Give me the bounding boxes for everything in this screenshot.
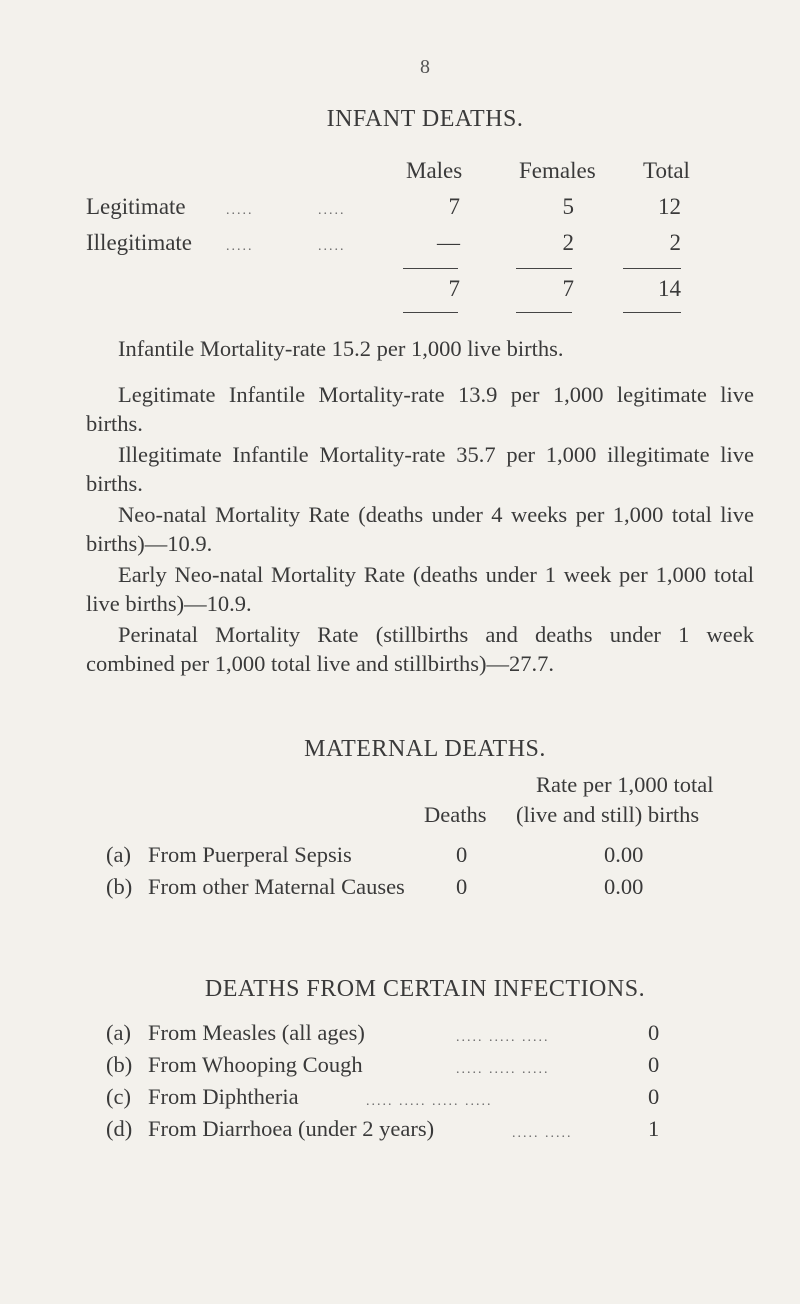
leader-dots: .....	[226, 239, 254, 254]
infection-row-letter: (b)	[106, 1052, 133, 1077]
maternal-row-letter: (b)	[106, 874, 133, 899]
row-label-illegitimate: Illegitimate	[86, 230, 193, 255]
maternal-row-label: From other Maternal Causes	[148, 874, 405, 899]
rate-header-line2: (live and still) births	[516, 802, 700, 827]
infection-row-value: 0	[648, 1020, 660, 1045]
paragraph-infantile-rate: Infantile Mortality-rate 15.2 per 1,000 live births.	[118, 336, 564, 361]
maternal-row-letter: (a)	[106, 842, 131, 867]
divider	[403, 268, 458, 269]
total-males: 7	[448, 276, 460, 301]
column-header-males: Males	[406, 158, 463, 183]
maternal-row-rate: 0.00	[604, 874, 644, 899]
page-number: 8	[420, 56, 430, 78]
paragraph-neonatal-rate: Neo-natal Mortality Rate (deaths under 4 weeks per 1,000 total live births)—10.9.	[86, 502, 754, 556]
illegitimate-total: 2	[669, 230, 681, 255]
infections-title: DEATHS FROM CERTAIN INFECTIONS.	[204, 976, 646, 1002]
legitimate-males: 7	[448, 194, 460, 219]
divider	[623, 312, 681, 313]
legitimate-females: 5	[562, 194, 574, 219]
infection-row-letter: (c)	[106, 1084, 131, 1109]
maternal-row-label: From Puerperal Sepsis	[148, 842, 352, 867]
leader-dots: ..... ..... ..... .....	[366, 1094, 493, 1109]
infection-row-value: 1	[648, 1116, 660, 1141]
paragraph-early-neonatal-rate: Early Neo-natal Mortality Rate (deaths under 1 week per 1,000 total live births)—10.9.	[86, 562, 754, 616]
column-header-females: Females	[519, 158, 596, 183]
maternal-row-deaths: 0	[456, 874, 468, 899]
leader-dots: .....	[318, 239, 346, 254]
infection-row-value: 0	[648, 1052, 660, 1077]
infection-row-label: From Measles (all ages)	[148, 1020, 365, 1045]
infection-row-value: 0	[648, 1084, 660, 1109]
leader-dots: ..... ..... .....	[456, 1030, 550, 1045]
infection-row-letter: (d)	[106, 1116, 133, 1141]
divider	[516, 312, 572, 313]
maternal-row-rate: 0.00	[604, 842, 644, 867]
illegitimate-males: —	[437, 230, 460, 255]
infant-deaths-title: INFANT DEATHS.	[326, 106, 524, 132]
paragraph-perinatal-rate: Perinatal Mortality Rate (stillbirths and deaths under 1 week combined per 1,000 total live and stillbirths)—27.7.	[86, 622, 754, 676]
legitimate-total: 12	[658, 194, 681, 219]
row-label-legitimate: Legitimate	[86, 194, 186, 219]
illegitimate-females: 2	[562, 230, 574, 255]
total-females: 7	[562, 276, 574, 301]
paragraph-illegitimate-rate: Illegitimate Infantile Mortality-rate 35.7 per 1,000 illegitimate live births.	[86, 442, 754, 496]
divider	[516, 268, 572, 269]
infection-row-letter: (a)	[106, 1020, 131, 1045]
maternal-row-deaths: 0	[456, 842, 468, 867]
column-header-total: Total	[643, 158, 690, 183]
leader-dots: .....	[226, 203, 254, 218]
divider	[623, 268, 681, 269]
paragraph-legitimate-rate: Legitimate Infantile Mortality-rate 13.9 per 1,000 legitimate live births.	[86, 382, 754, 436]
divider	[403, 312, 458, 313]
maternal-deaths-title: MATERNAL DEATHS.	[304, 736, 546, 762]
deaths-header: Deaths	[424, 802, 487, 827]
leader-dots: .....	[318, 203, 346, 218]
leader-dots: ..... .....	[512, 1126, 573, 1141]
infection-row-label: From Whooping Cough	[148, 1052, 363, 1077]
infection-row-label: From Diarrhoea (under 2 years)	[148, 1116, 435, 1141]
infection-row-label: From Diphtheria	[148, 1084, 299, 1109]
leader-dots: ..... ..... .....	[456, 1062, 550, 1077]
total-total: 14	[658, 276, 681, 301]
rate-header-line1: Rate per 1,000 total	[536, 772, 714, 797]
